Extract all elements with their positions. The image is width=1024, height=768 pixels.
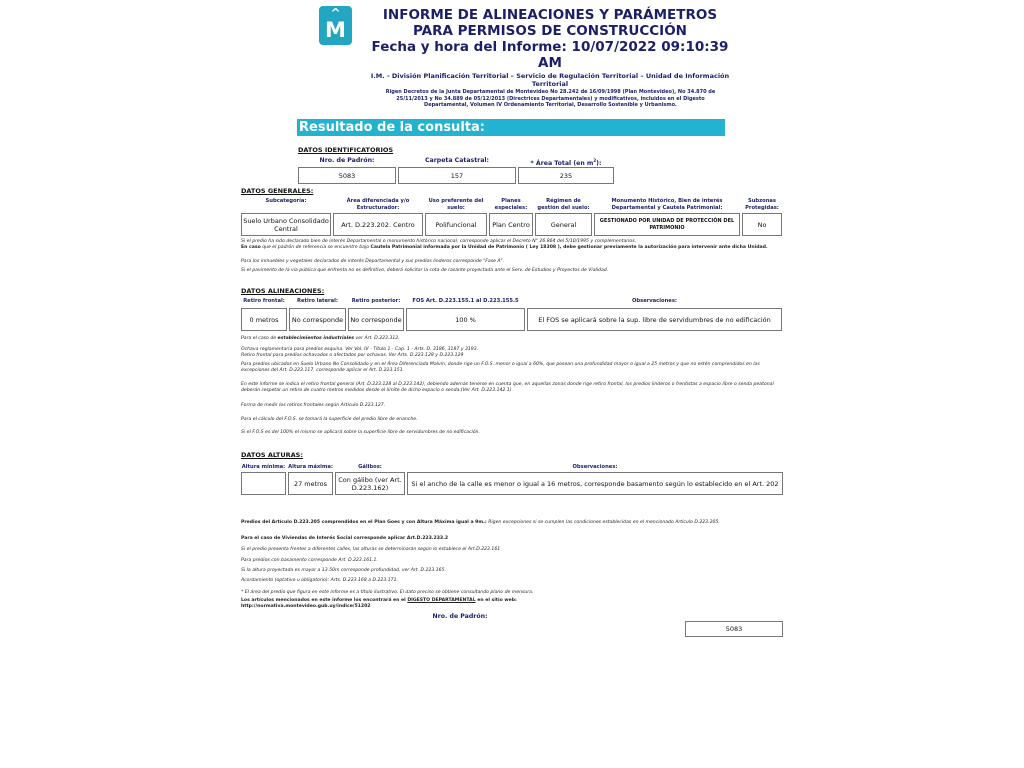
gen-header-subcategoria: Subcategoría:	[265, 198, 307, 204]
title-line-2: PARA PERMISOS DE CONSTRUCCIÓN	[413, 23, 687, 39]
area-label: * Área Total (en $m^2$):	[530, 158, 602, 168]
alineaciones-note-1: Para el caso de establecimientos industriales ver Art. D.223.312.	[241, 336, 400, 341]
ali-value-posterior: No corresponde	[348, 308, 404, 331]
gen-header-monumento: Monumento Histórico, Bien de interés Departamental y Cautela Patrimonial:	[611, 198, 723, 211]
gen-header-uso: Uso preferente del suelo:	[428, 198, 484, 211]
gen-value-area: Art. D.223.202. Centro	[333, 213, 423, 236]
ali-header-lateral: Retiro lateral:	[297, 298, 338, 304]
report-subtitle: I.M. - División Planificación Territorial – Servicio de Regulación Territorial – Unidad de Información Territorial	[370, 72, 730, 88]
report-title	[370, 7, 730, 71]
ali-value-observaciones: El FOS se aplicará sobre la sup. libre de servidumbres de no edificación	[527, 308, 782, 331]
gen-value-uso: Polifuncional	[425, 213, 487, 236]
gen-value-subcategoria: Suelo Urbano Consolidado Central	[241, 213, 331, 236]
alt-value-minima	[241, 472, 286, 495]
alineaciones-note-5: En este informe se indica el retiro frontal general (Art. D.223.128 al D.223.142), debiendo además tenerse en cuenta que, en aquellas zonas donde rige retiro frontal, los predios linderos o frentistas a espacio libre o senda peatonal deberán respetar un retiro de cuatro metros medidos desde el límite de dicho espacio o senda.(Ver Art. D.223.142.1)	[241, 382, 774, 393]
carpeta-label: Carpeta Catastral:	[425, 157, 489, 164]
alineaciones-note-6: Forma de medir los retiros frontales según Artículo D.223.127.	[241, 403, 386, 408]
alturas-note-1: Predios del Artículo D.223.205 comprendidos en el Plan Goes y con Altura Máxima igual a 9m.: Rigen excepciones si se cumplen las condiciones establecidas en el mencionado Artículo D.223.205.	[241, 520, 720, 525]
alt-header-minima: Altura mínima:	[241, 464, 286, 470]
alt-value-maxima: 27 metros	[288, 472, 333, 495]
area-value: 235	[518, 167, 614, 184]
footer-padron-value: 5083	[685, 621, 783, 637]
section-generales: DATOS GENERALES:	[241, 187, 314, 195]
gen-value-monumento: GESTIONADO POR UNIDAD DE PROTECCIÓN DEL PATRIMONIO	[594, 213, 740, 236]
alturas-note-8: Los artículos mencionados en este informe los encontrará en el DIGESTO DEPARTAMENTAL en el sitio web: http://normativa.montevideo.gub.uy/indice/51202	[241, 598, 517, 609]
generales-note-3: Para los inmuebles y vegetales declarados de interés Departamental y sus predios linderos corresponde "Fase A".	[241, 259, 505, 264]
alt-value-observaciones: Si el ancho de la calle es menor o igual a 16 metros, corresponde basamento según lo establecido en el Art. 202	[407, 472, 783, 495]
title-line-4: AM	[538, 55, 562, 71]
normativa-url[interactable]: http://normativa.montevideo.gub.uy/indice/51202	[241, 603, 371, 609]
section-alineaciones: DATOS ALINEACIONES:	[241, 287, 325, 295]
ali-header-observaciones: Observaciones:	[632, 298, 677, 304]
alt-header-observaciones: Observaciones:	[572, 464, 618, 470]
alturas-note-7: * El área del predio que figura en este informe es a título ilustrativo. El dato preciso se obtiene consultando plano de mensura.	[241, 590, 534, 595]
gen-header-area: Área diferenciada y/o Estructurador:	[346, 198, 410, 211]
ali-value-frontal: 0 metros	[241, 308, 287, 331]
result-title: Resultado de la consulta:	[299, 120, 485, 135]
result-banner	[297, 119, 725, 136]
alturas-note-3: Si el predio presenta frentes a diferentes calles, las alturas se determinarán según lo establece el Art.D.223.161	[241, 547, 501, 552]
gen-header-planes: Planes especiales:	[494, 198, 528, 211]
padron-value: 5083	[298, 167, 396, 184]
title-line-3: Fecha y hora del Informe: 10/07/2022 09:10:39	[371, 39, 729, 55]
alt-value-galibos: Con gálibo (ver Art. D.223.162)	[335, 472, 405, 495]
gen-header-regimen: Régimen de gestión del suelo:	[537, 198, 590, 211]
alturas-note-6: Acordamiento (optativo u obligatorio): Arts. D.223.168 a D.223.171.	[241, 578, 398, 583]
gen-header-subzonas: Subzonas Protegidas:	[745, 198, 779, 211]
alt-header-galibos: Gálibos:	[358, 464, 382, 470]
alineaciones-note-3: Retiro frontal para predios ochavados o afectados por ochavas. Ver Arts. D.223.128 y D.223.129	[241, 353, 464, 358]
alturas-note-4: Para predios con basamento corresponde Art. D.223.161.1.	[241, 558, 378, 563]
generales-note-2: En caso que el padrón de referencia se encuentre bajo Cautela Patrimonial informada por la Unidad de Patrimonio ( Ley 18308 ), debe gestionar previamente la autorización para intervenir ante dicha Unidad.	[241, 245, 768, 250]
ali-header-posterior: Retiro posterior:	[351, 298, 401, 304]
ali-header-fos: FOS Art. D.223.155.1 al D.223.155.5	[412, 298, 519, 304]
gen-value-regimen: General	[535, 213, 592, 236]
decree-text: Rigen Decretos de la Junta Departamental de Montevideo No 28.242 de 16/09/1998 (Plan Montevideo), No 34.870 de 25/11/2013 y No 34.889 de 05/12/2013 (Directrices Departamentales) y modificativos, incluidos en el Digesto Departamental, Volumen IV Ordenamiento Territorial, Desarrollo Sostenible y Urbanismo.	[385, 89, 716, 108]
montevideo-logo	[319, 6, 352, 45]
ali-value-lateral: No corresponde	[289, 308, 346, 331]
alturas-note-2: Para el caso de Viviendas de Interés Social corresponde aplicar Art.D.223.233.2	[241, 536, 449, 541]
logo-letter: M	[325, 18, 346, 42]
title-line-1: INFORME DE ALINEACIONES Y PARÁMETROS	[382, 7, 718, 23]
carpeta-value: 157	[398, 167, 516, 184]
ali-header-frontal: Retiro frontal:	[243, 298, 285, 304]
alineaciones-note-8: Si el F.O.S es del 100% el mismo se aplicará sobre la superficie libre de servidumbres de no edificación.	[241, 430, 480, 435]
section-identificatorios: DATOS IDENTIFICATORIOS	[298, 146, 394, 154]
ali-value-fos: 100 %	[406, 308, 525, 331]
generales-note-1: Si el predio ha sido declarado bien de interés Departamental o monumento histórico nacional, corresponde aplicar el Decreto N° 26.864 del 5/10/1995 y complementarios.	[241, 239, 637, 244]
logo-hat-icon: ^	[330, 6, 341, 20]
footer-padron-label: Nro. de Padrón:	[432, 613, 488, 620]
gen-value-subzonas: No	[742, 213, 782, 236]
generales-note-4: Si el pavimento de la vía pública que enfrenta no es definitivo, deberá solicitar la cota de rasante proyectada ante el Serv. de Estudios y Proyectos de Vialidad.	[241, 268, 609, 273]
padron-label: Nro. de Padrón:	[319, 157, 375, 164]
alt-header-maxima: Altura máxima:	[288, 464, 333, 470]
alineaciones-note-7: Para el cálculo del F.O.S. se tomará la superficie del predio libre de enanche.	[241, 417, 418, 422]
alineaciones-note-2: Ochava reglamentaria para predios esquina. Ver Vol. IV - Título 1 - Cap. 1 - Arts. D. 3186, 3187 y 3193.	[241, 347, 479, 352]
alineaciones-note-4: Para predios ubicados en Suelo Urbano No Consolidado y en el Área Diferenciada Malvín, donde rige un F.O.S. menor o igual a 60%, que posean una profundidad mayor o igual a 25 metros y que no estén comprendidos en las excepciones del Art. D.223.117, corresponde aplicar el Art. D.223.151.	[241, 362, 760, 373]
gen-value-planes: Plan Centro	[489, 213, 533, 236]
section-alturas: DATOS ALTURAS:	[241, 451, 303, 459]
digesto-link[interactable]: DIGESTO DEPARTAMENTAL	[407, 598, 476, 603]
alturas-note-5: Si la altura proyectada es mayor a 13.50m corresponde profundidad, ver Art. D.223.165.	[241, 568, 446, 573]
